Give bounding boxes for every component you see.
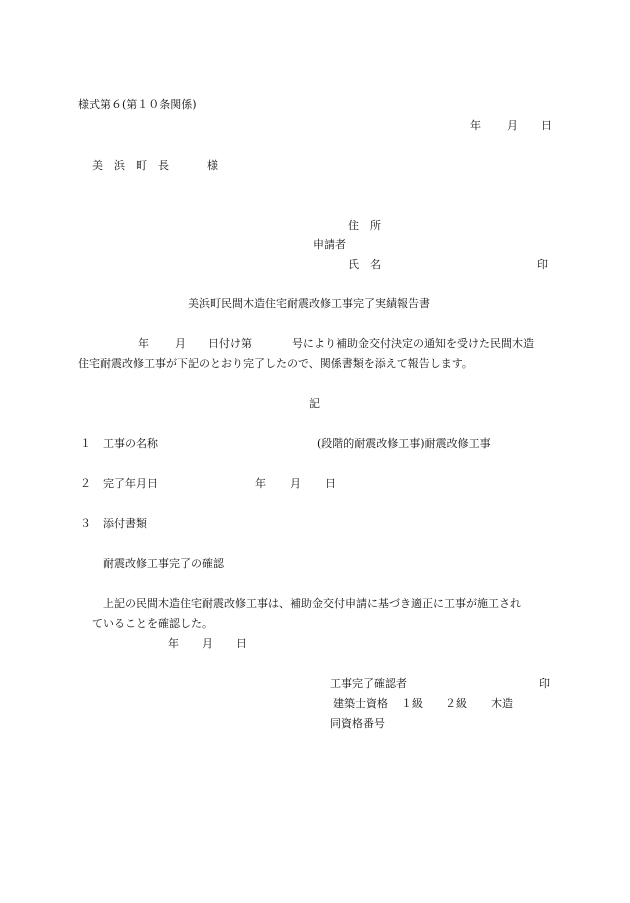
applicant-seal: 印 [537,258,548,271]
item-month: 月 [290,477,301,490]
item-number: ２ [80,477,91,490]
confirmation-heading: 耐震改修工事完了の確認 [103,557,224,570]
item-label: 完了年月日 [103,477,158,490]
addressee-name: 美 浜 町 長 [92,159,169,172]
form-number: 様式第６(第１０条関係) [78,98,197,111]
body-month: 月 [175,337,186,350]
addressee-honorific: 様 [207,159,218,172]
body-year: 年 [138,337,149,350]
top-date-year: 年 [470,119,481,132]
item-number: １ [80,437,91,450]
wooden: 木造 [491,697,513,710]
item-label: 添付書類 [103,517,147,530]
item-year: 年 [255,477,266,490]
confirmation-day: 日 [236,637,247,650]
top-date-day: 日 [541,119,552,132]
address-label: 住 所 [348,219,381,232]
confirmation-year: 年 [168,637,179,650]
body-day-number-text: 日付け第 [208,337,252,350]
confirmer-label: 工事完了確認者 [330,677,407,690]
registration-label: 同資格番号 [330,717,385,730]
body-line1-rest: 号により補助金交付決定の通知を受けた民間木造 [292,337,534,350]
top-date-month: 月 [507,119,518,132]
name-label: 氏 名 [348,258,381,271]
qualification-label: 建築士資格 [333,697,388,710]
body-line2: 住宅耐震改修工事が下記のとおり完了したので、関係書類を添えて報告します。 [78,357,473,370]
grade-1: １級 [401,697,423,710]
confirmation-month: 月 [202,637,213,650]
item-label: 工事の名称 [103,437,158,450]
applicant-label: 申請者 [313,238,346,251]
grade-2: ２級 [445,697,467,710]
document-title: 美浜町民間木造住宅耐震改修工事完了実績報告書 [188,297,430,310]
confirmation-line1: 上記の民間木造住宅耐震改修工事は、補助金交付申請に基づき適正に工事が施工され [103,597,521,610]
ki-heading: 記 [309,397,320,410]
confirmation-line2: ていることを確認した。 [92,617,213,630]
item-value: (段階的耐震改修工事)耐震改修工事 [317,437,491,450]
confirmer-seal: 印 [539,677,550,690]
item-number: ３ [80,517,91,530]
item-day: 日 [325,477,336,490]
